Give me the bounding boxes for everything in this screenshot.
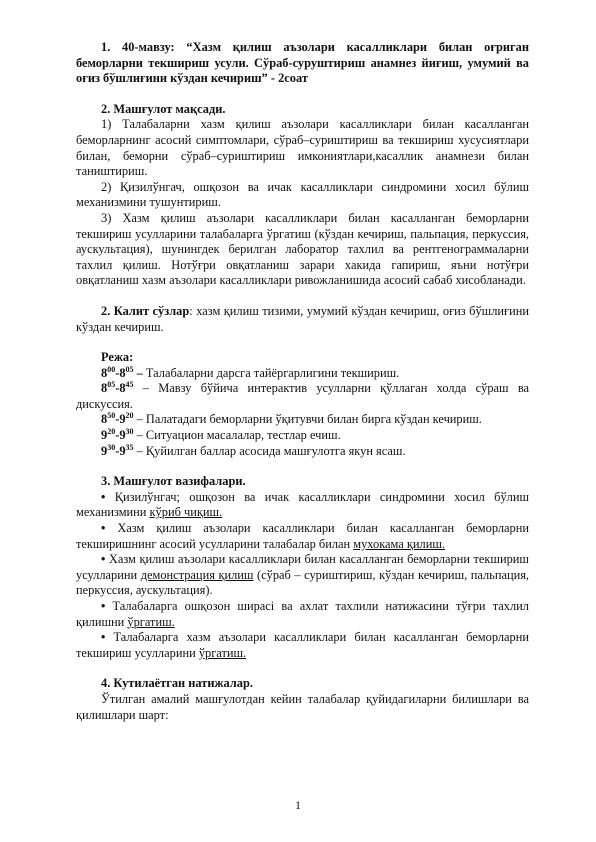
tasks-list (76, 490, 529, 662)
expected-heading: 4. Кутилаётган натижалар. (101, 676, 253, 691)
plan-time-min: 35 (125, 442, 134, 452)
plan-row (76, 444, 529, 460)
bullet-icon: • (101, 599, 106, 613)
plan-time-hour: 9 (101, 428, 108, 443)
plan-time-min: 05 (125, 364, 134, 374)
plan-time-hour: -9 (115, 412, 126, 427)
task-text: Талабаларга ошқозон ширасi ва ахлат тахлили натижасини тўғри тахлил қилишни (76, 599, 529, 629)
plan-time-hour: 8 (101, 412, 108, 427)
bullet-icon: • (101, 521, 106, 536)
task-action: мухокама қилиш. (353, 536, 445, 551)
plan-row (76, 412, 529, 428)
tasks-heading: 3. Машғулот вазифалари. (101, 474, 246, 489)
plan-row (76, 366, 529, 382)
bullet-icon: • (101, 552, 106, 567)
plan-time (101, 366, 134, 380)
plan-time-min: 20 (125, 411, 134, 421)
plan-text: Палатадаги беморларни ўқитувчи билан бирга кўздан кечириш. (145, 412, 482, 427)
plan-time-min: 20 (107, 426, 116, 436)
plan-list (76, 366, 529, 460)
plan-time-min: 45 (125, 380, 134, 390)
plan-separator: – (133, 381, 159, 396)
plan-time-hour: -9 (115, 428, 126, 443)
plan-text: Мавзу бўйича интерактив усулларни қўллаган холда сўраш ва дискуссия. (76, 381, 530, 411)
task-action: кўриб чиқиш. (149, 505, 223, 520)
plan-time (101, 381, 134, 395)
expected-text: Ўтилган амалий машғулотдан кейин талабалар қуйидагиларни билишлари ва қилишлари шарт: (76, 691, 529, 722)
plan-text: Қуйилган баллар асосида машғулотга якун ясаш. (145, 443, 406, 458)
plan-time-min: 30 (125, 426, 134, 436)
task-text: Талабаларга хазм аъзолари касалликлари билан касалланган беморларни текшириш усулларини (76, 630, 529, 660)
plan-row (76, 381, 529, 412)
task-action: ўргатиш. (198, 645, 247, 660)
plan-text: Талабаларни дарсга тайёргарлигини текшириш. (145, 365, 400, 380)
keywords-paragraph (76, 304, 529, 335)
bullet-icon: • (101, 489, 106, 504)
task-item (76, 630, 529, 661)
plan-separator: – (133, 412, 146, 427)
plan-heading: Режа: (101, 350, 134, 365)
plan-time-min: 30 (107, 442, 116, 452)
bullet-icon: • (101, 630, 106, 645)
plan-time-hour: 8 (101, 381, 108, 396)
plan-separator: – (133, 428, 146, 443)
plan-time-hour: -8 (115, 365, 126, 380)
task-text-after: (сўраб – суриштириш, кўздан кечириш, пальпация, перкуссия, аускультация). (76, 567, 530, 598)
plan-time-hour: -9 (115, 443, 126, 458)
task-text: Қизилўнгач; ошқозон ва ичак касалликлари синдромини хосил бўлиш механизмини (76, 489, 529, 520)
plan-text: Ситуацион масалалар, тестлар ечиш. (145, 428, 341, 443)
purpose-item-1: 1) Талабаларни хазм қилиш аъзолари касалликлари билан касалланган беморларнинг асосий симптомлари, сўраб–суриштириш ва текшириш хусусиятлари билан, беморни сўраб–суриштириш имкониятлари,касаллик анамнези билан таништириш. (76, 117, 529, 179)
task-item (76, 599, 529, 630)
plan-time-hour: 8 (101, 365, 108, 380)
purpose-item-3: 3) Хазм қилиш аъзолари касалликлари билан касалланган беморларни текшириш усулларини талабаларга ўргатиш (кўздан кечириш, пальпация, перкуссия, аускультация), шунингдек берилган лаборатор тахлил ва рентгенограммаларни тахлил қилиш. Нотўғри овқатланиш зарари хакида гапириш, яъни нотўғри овқатланиш хазм аъзолари касалликлари ривожланишида асосий сабаб хисобланади. (76, 210, 529, 288)
task-item (76, 552, 529, 599)
task-item (76, 490, 529, 521)
plan-time-min: 00 (107, 364, 116, 374)
plan-separator: – (133, 443, 146, 458)
task-text: Хазм қилиш аъзолари касалликлари билан касалланган беморларни текшириш усулларини (76, 552, 529, 582)
document-page (76, 40, 529, 723)
plan-time (101, 412, 134, 426)
plan-time (101, 428, 134, 442)
task-item (76, 521, 529, 552)
plan-row (76, 428, 529, 444)
keywords-label: 2. Калит сўзлар (101, 303, 190, 318)
plan-time-min: 05 (107, 380, 116, 390)
page-number: 1 (295, 798, 301, 812)
plan-separator: – (133, 365, 146, 380)
plan-time (101, 444, 134, 458)
task-action: демонстрация қилиш (140, 567, 254, 582)
purpose-item-2: 2) Қизилўнгач, ошқозон ва ичак касалликлари синдромини хосил бўлиш механизмини тушунтириш. (76, 179, 529, 210)
keywords-text: : хазм қилиш тизими, умумий кўздан кечириш, оғиз бўшлиғини кўздан кечириш. (76, 303, 529, 334)
task-action: ўргатиш. (127, 614, 175, 629)
purpose-heading: 2. Машғулот мақсади. (101, 101, 226, 116)
plan-time-min: 50 (107, 411, 116, 421)
document-title: 1. 40-мавзу: “Хазм қилиш аъзолари касалликлари билан оғриган беморларни текшириш усули. Сўраб-суруштириш анамнез йиғиш, умумий ва оғиз бўшлиғини кўздан кечириш” - 2соат (76, 40, 529, 86)
task-text: Хазм қилиш аъзолари касалликлари билан касалланган беморларни текширишнинг асосий усулларини талабалар билан (76, 521, 529, 551)
plan-time-hour: 9 (101, 443, 108, 458)
plan-time-hour: -8 (115, 381, 126, 396)
